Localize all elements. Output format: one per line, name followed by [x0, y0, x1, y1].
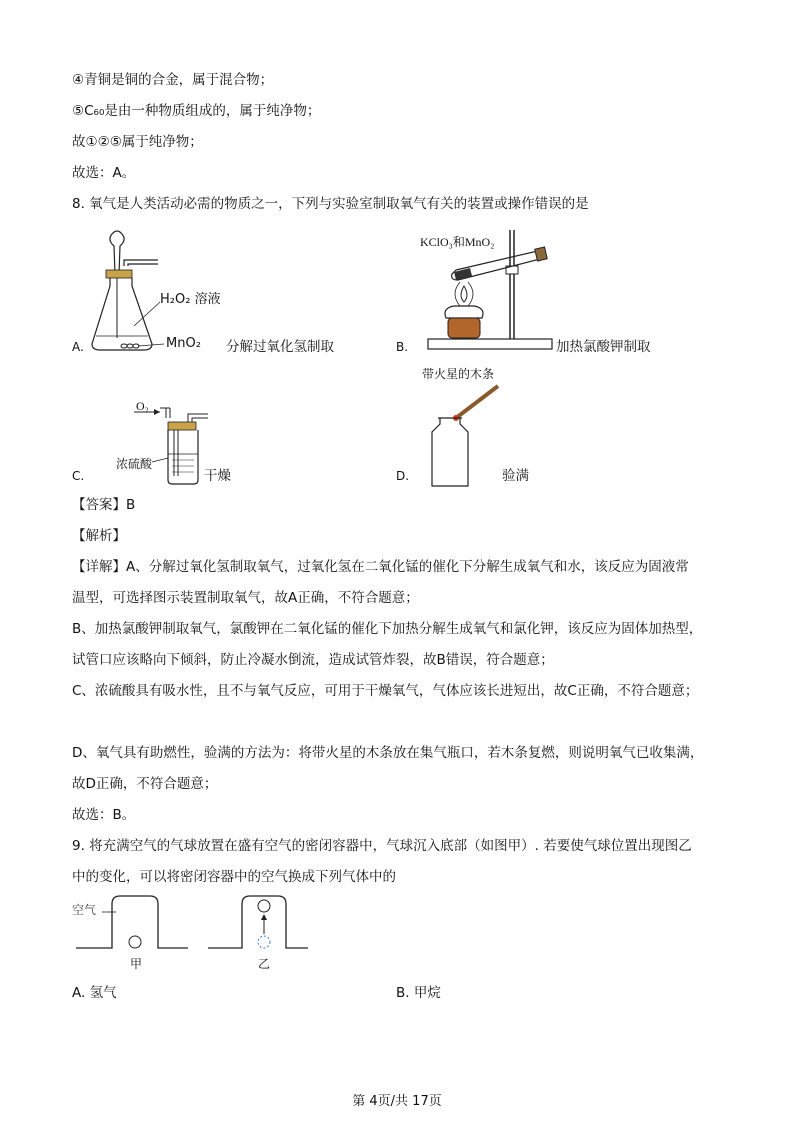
detail-line: D、氧气具有助燃性，验满的方法为：将带火星的木条放在集气瓶口，若木条复燃，则说明氧气已收集满，: [72, 745, 704, 761]
text-line: 故选：A。: [72, 165, 136, 181]
label-figure-jia: 甲: [130, 957, 143, 971]
option-b-figure: [410, 222, 560, 357]
q9-figure: [72, 890, 312, 974]
q9-option-a: A. 氢气: [72, 985, 117, 1001]
q9-option-b: B. 甲烷: [396, 985, 441, 1001]
answer: 【答案】B: [72, 497, 136, 513]
question-9-stem: 9. 将充满空气的气球放置在盛有空气的密闭容器中，气球沉入底部（如图甲）. 若要使气球位置出现图乙: [72, 838, 692, 854]
label-mno2: MnO₂: [166, 336, 201, 351]
option-b-caption: 加热氯酸钾制取: [556, 339, 651, 355]
detail-line: B、加热氯酸钾制取氧气，氯酸钾在二氧化锰的催化下加热分解生成氧气和氯化钾，该反应为固体加热型，: [72, 621, 703, 637]
page-footer: 第 4页/共 17页: [352, 1094, 442, 1109]
label-figure-yi: 乙: [258, 957, 271, 971]
label-concentrated-sulfuric-acid: 浓硫酸: [116, 457, 153, 471]
label-o2: O₂: [136, 399, 149, 413]
label-glowing-splint: 带火星的木条: [422, 367, 495, 381]
label-air: 空气: [72, 903, 97, 917]
text-line: ⑤C₆₀是由一种物质组成的，属于纯净物；: [72, 103, 321, 119]
option-d-caption: 验满: [502, 468, 529, 484]
option-a-letter: A.: [72, 340, 84, 354]
option-c-caption: 干燥: [204, 468, 231, 484]
option-d-letter: D.: [396, 469, 410, 483]
label-h2o2-solution: H₂O₂ 溶液: [160, 292, 221, 307]
detail-line: C、浓硫酸具有吸水性，且不与氧气反应，可用于干燥氧气，气体应该长进短出，故C正确，不符合题意；: [72, 683, 699, 699]
detail-line: 故选：B。: [72, 807, 136, 823]
detail-line: 试管口应该略向下倾斜，防止冷凝水倒流，造成试管炸裂，故B错误，符合题意；: [72, 652, 554, 668]
option-b-letter: B.: [396, 340, 409, 354]
detail-line: 【详解】A、分解过氧化氢制取氧气，过氧化氢在二氧化锰的催化下分解生成氧气和水，该反应为固液常: [72, 559, 689, 575]
analysis-heading: 【解析】: [72, 528, 126, 544]
detail-line: 温型，可选择图示装置制取氧气，故A正确，不符合题意；: [72, 590, 419, 606]
label-kclo3-mno2: KClO₃和MnO₂: [420, 235, 495, 249]
question-8-stem: 8. 氧气是人类活动必需的物质之一，下列与实验室制取氧气有关的装置或操作错误的是: [72, 196, 589, 212]
detail-line: 故D正确，不符合题意；: [72, 776, 218, 792]
text-line: 故①②⑤属于纯净物；: [72, 134, 203, 150]
option-c-letter: C.: [72, 469, 85, 483]
text-line: ④青铜是铜的合金，属于混合物；: [72, 72, 274, 88]
question-9-stem: 中的变化，可以将密闭容器中的空气换成下列气体中的: [72, 869, 396, 885]
option-a-caption: 分解过氧化氢制取: [226, 339, 334, 355]
